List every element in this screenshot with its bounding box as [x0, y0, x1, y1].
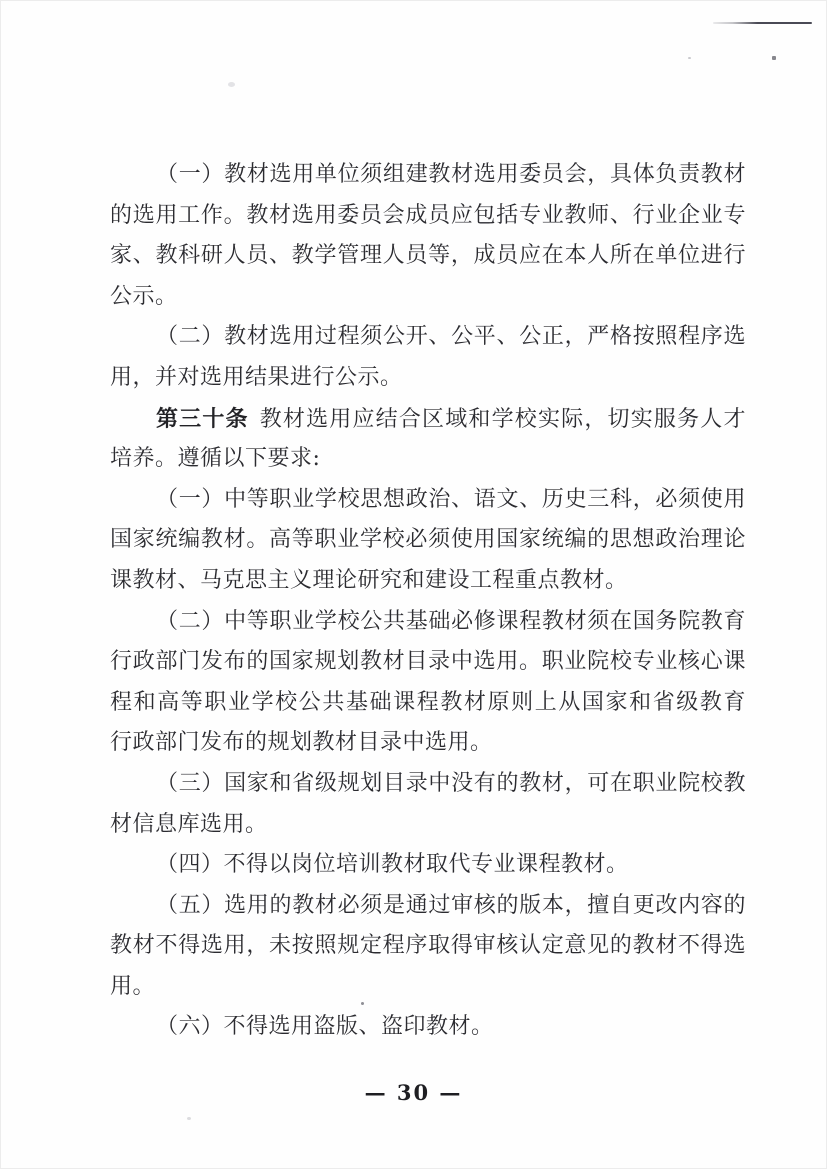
text-line: 教材不得选用，未按照规定程序取得审核认定意见的教材不得选 [110, 933, 746, 959]
text-line: （二）教材选用过程须公开、公平、公正，严格按照程序选 [156, 324, 746, 350]
text-line: （六）不得选用盗版、盗印教材。 [156, 1014, 494, 1040]
text-line: 国家统编教材。高等职业学校必须使用国家统编的思想政治理论 [110, 527, 746, 553]
text-line: 用。 [110, 973, 156, 999]
scan-speck [688, 57, 691, 59]
paragraph-4 [110, 480, 746, 602]
paragraph-1 [110, 155, 746, 317]
text-line: （二）中等职业学校公共基础必修课程教材须在国务院教育 [156, 608, 746, 634]
paragraph-article-30 [110, 399, 746, 480]
paragraph-8 [110, 886, 746, 1008]
paragraph-2 [110, 317, 746, 398]
text-line: 的选用工作。教材选用委员会成员应包括专业教师、行业企业专 [110, 202, 746, 228]
text-line: 家、教科研人员、教学管理人员等，成员应在本人所在单位进行 [110, 243, 746, 269]
text-line: 行政部门发布的规划教材目录中选用。 [110, 730, 493, 756]
scan-speck [772, 56, 776, 60]
document-body [110, 155, 746, 1048]
text-line [110, 399, 746, 440]
scan-speck [228, 82, 235, 87]
text-line: （一）中等职业学校思想政治、语文、历史三科，必须使用 [156, 486, 746, 512]
scan-speck [187, 1117, 191, 1120]
article-number: 第三十条 [156, 405, 249, 432]
text-line: 课教材、马克思主义理论研究和建设工程重点教材。 [110, 567, 628, 593]
text-line: 公示。 [110, 283, 178, 309]
text-line: 培养。遵循以下要求: [110, 446, 321, 472]
paragraph-6 [110, 764, 746, 845]
page-number: — 30 — [364, 1080, 463, 1105]
article-lead-text: 教材选用应结合区域和学校实际，切实服务人才 [259, 406, 746, 432]
text-line: （一）教材选用单位须组建教材选用委员会，具体负责教材 [156, 162, 746, 187]
text-line: （五）选用的教材必须是通过审核的版本，擅自更改内容的 [156, 892, 746, 918]
text-line: 行政部门发布的国家规划教材目录中选用。职业院校专业核心课 [110, 649, 746, 675]
text-line: 用，并对选用结果进行公示。 [110, 364, 403, 390]
scan-artifact-line [713, 22, 812, 24]
text-line: （四）不得以岗位培训教材取代专业课程教材。 [156, 852, 629, 878]
paragraph-9 [110, 1007, 746, 1048]
text-line: （三）国家和省级规划目录中没有的教材，可在职业院校教 [156, 770, 746, 796]
paragraph-5 [110, 602, 746, 764]
text-line: 材信息库选用。 [110, 811, 268, 837]
text-line: 程和高等职业学校公共基础课程教材原则上从国家和省级教育 [110, 689, 746, 715]
paragraph-7 [110, 845, 746, 886]
